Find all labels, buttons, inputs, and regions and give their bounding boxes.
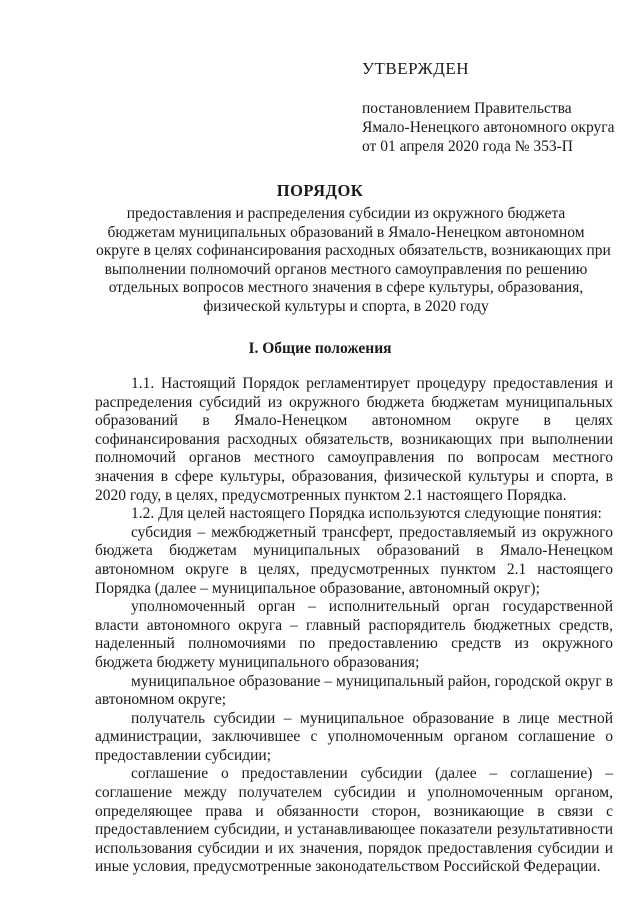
- approval-line-date-number: от 01 апреля 2020 года № 353-П: [362, 138, 573, 155]
- subtitle-line: физической культуры и спорта, в 2020 году: [203, 297, 489, 315]
- subtitle-line: предоставления и распределения субсидии из окружного бюджета: [126, 205, 566, 222]
- paragraph-1-1: 1.1. Настоящий Порядок регламентирует процедуру предоставления и распределения субсидий из окружного бюджета бюджетам муниципальных образований в Ямало-Ненецком автономном округе в целях софинансирования расходных обязательств, возникающих при выполнении полномочий органов местного самоуправления по вопросам местного значения в сфере культуры, образования, физической культуры и спорта, в 2020 году, в целях, предусмотренных пунктом 2.1 настоящего Порядка.: [95, 375, 613, 504]
- approved-heading: УТВЕРЖДЕН: [362, 59, 469, 78]
- document-title: ПОРЯДОК: [276, 181, 364, 200]
- definition-authorized-body: уполномоченный орган – исполнительный орган государственной власти автономного округа – главный распорядитель бюджетных средств, наделенный полномочиями по предоставлению средств из окружного бюджета бюджету муниципального образования;: [95, 598, 613, 671]
- subtitle-line: бюджетам муниципальных образований в Ямало-Ненецком автономном: [107, 223, 585, 241]
- subtitle-line: округе в целях софинансирования расходных обязательств, возникающих при: [96, 242, 611, 259]
- section-body: [95, 375, 613, 877]
- paragraph-1-2: 1.2. Для целей настоящего Порядка используются следующие понятия:: [131, 505, 602, 523]
- definition-subsidy: субсидия – межбюджетный трансферт, предоставляемый из окружного бюджета бюджетам муниципальных образований в Ямало-Ненецком автономном округе в целях, предусмотренных пунктом 2.1 настоящего Порядка (далее – муниципальное образование, автономный округ);: [95, 523, 613, 597]
- definition-municipality: муниципальное образование – муниципальный район, городской округ в автономном округе;: [95, 672, 613, 709]
- approval-line-resolution: постановлением Правительства: [362, 100, 572, 117]
- subtitle-line: отдельных вопросов местного значения в сфере культуры, образования,: [108, 279, 584, 296]
- approval-line-government: Ямало-Ненецкого автономного округа: [362, 119, 615, 136]
- subtitle-line: выполнении полномочий органов местного самоуправления по решению: [104, 260, 588, 278]
- section-heading: I. Общие положения: [248, 340, 392, 357]
- approval-block: [362, 58, 622, 156]
- definition-recipient: получатель субсидии – муниципальное образование в лице местной администрации, заключившее с уполномоченным органом соглашение о предоставлении субсидии;: [95, 709, 613, 764]
- definition-agreement: соглашение о предоставлении субсидии (далее – соглашение) – соглашение между получателем субсидии и уполномоченным органом, определяющее права и обязанности сторон, возникающие в связи с предоставлением субсидии, и устанавливающее показатели результативности использования субсидии и их значения, порядок предоставления субсидии и иные условия, предусмотренные законодательством Российской Федерации.: [95, 765, 613, 876]
- document-subtitle: [96, 205, 611, 316]
